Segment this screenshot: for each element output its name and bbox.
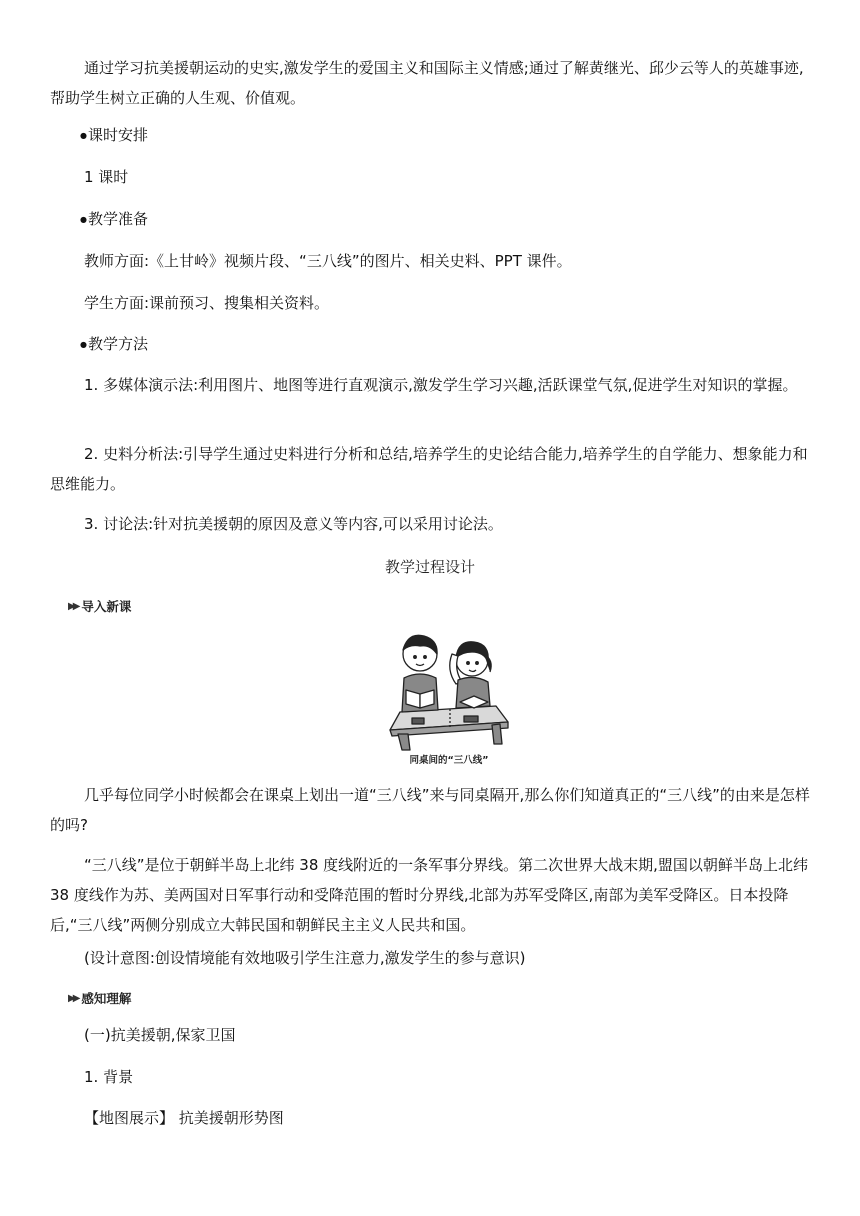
method-2-text: 2. 史料分析法:引导学生通过史料进行分析和总结,培养学生的史论结合能力,培养学生的自学能力、想象能力和思维能力。 — [50, 445, 808, 493]
illustration-caption: 同桌间的“三八线” — [409, 755, 489, 766]
process-title: 教学过程设计 — [384, 558, 475, 576]
subsection-background: 1. 背景 — [84, 1068, 134, 1086]
double-arrow-icon: ▶▶ — [68, 992, 78, 1004]
double-arrow-icon: ▶▶ — [68, 600, 78, 612]
schedule-heading: ● 课时安排 — [80, 120, 840, 151]
prep-teacher-text: 教师方面:《上甘岭》视频片段、“三八线”的图片、相关史料、PPT 课件。 — [84, 252, 572, 270]
schedule-text: 1 课时 — [84, 168, 129, 186]
goal-paragraph: 通过学习抗美援朝运动的史实,激发学生的爱国主义和国际主义情感;通过了解黄继光、邱少云等人的英雄事迹,帮助学生树立正确的人生观、价值观。 — [50, 59, 804, 107]
section-intro-label: 导入新课 — [81, 599, 132, 614]
section-perceive-heading — [68, 989, 131, 1007]
intro-paragraph-1: 几乎每位同学小时候都会在课桌上划出一道“三八线”来与同桌隔开,那么你们知道真正的“三八线”的由来是怎样的吗? — [50, 786, 810, 834]
method-3-text: 3. 讨论法:针对抗美援朝的原因及意义等内容,可以采用讨论法。 — [84, 515, 503, 533]
students-desk-illustration — [380, 624, 516, 766]
prep-heading: ● 教学准备 — [80, 204, 840, 235]
method-1-text: 1. 多媒体演示法:利用图片、地图等进行直观演示,激发学生学习兴趣,活跃课堂气氛,促进学生对知识的掌握。 — [84, 376, 798, 394]
section-perceive-label: 感知理解 — [81, 991, 132, 1006]
method-heading: ● 教学方法 — [80, 329, 840, 360]
design-intent-text: (设计意图:创设情境能有效地吸引学生注意力,激发学生的参与意识) — [84, 949, 526, 967]
prep-student-text: 学生方面:课前预习、搜集相关资料。 — [84, 294, 330, 312]
section-intro-heading — [68, 597, 131, 615]
subsection-title: (一)抗美援朝,保家卫国 — [84, 1026, 236, 1044]
intro-paragraph-2: “三八线”是位于朝鲜半岛上北纬 38 度线附近的一条军事分界线。第二次世界大战末期,盟国以朝鲜半岛上北纬 38 度线作为苏、美两国对日军事行动和受降范围的暂时分界线,北部为苏军受降区,南部为美军受降区。日本投降后,“三八线”两侧分别成立大韩民国和朝鲜民主主义人民共和国。 — [50, 856, 808, 934]
map-display-label: 【地图展示】 抗美援朝形势图 — [84, 1109, 284, 1127]
